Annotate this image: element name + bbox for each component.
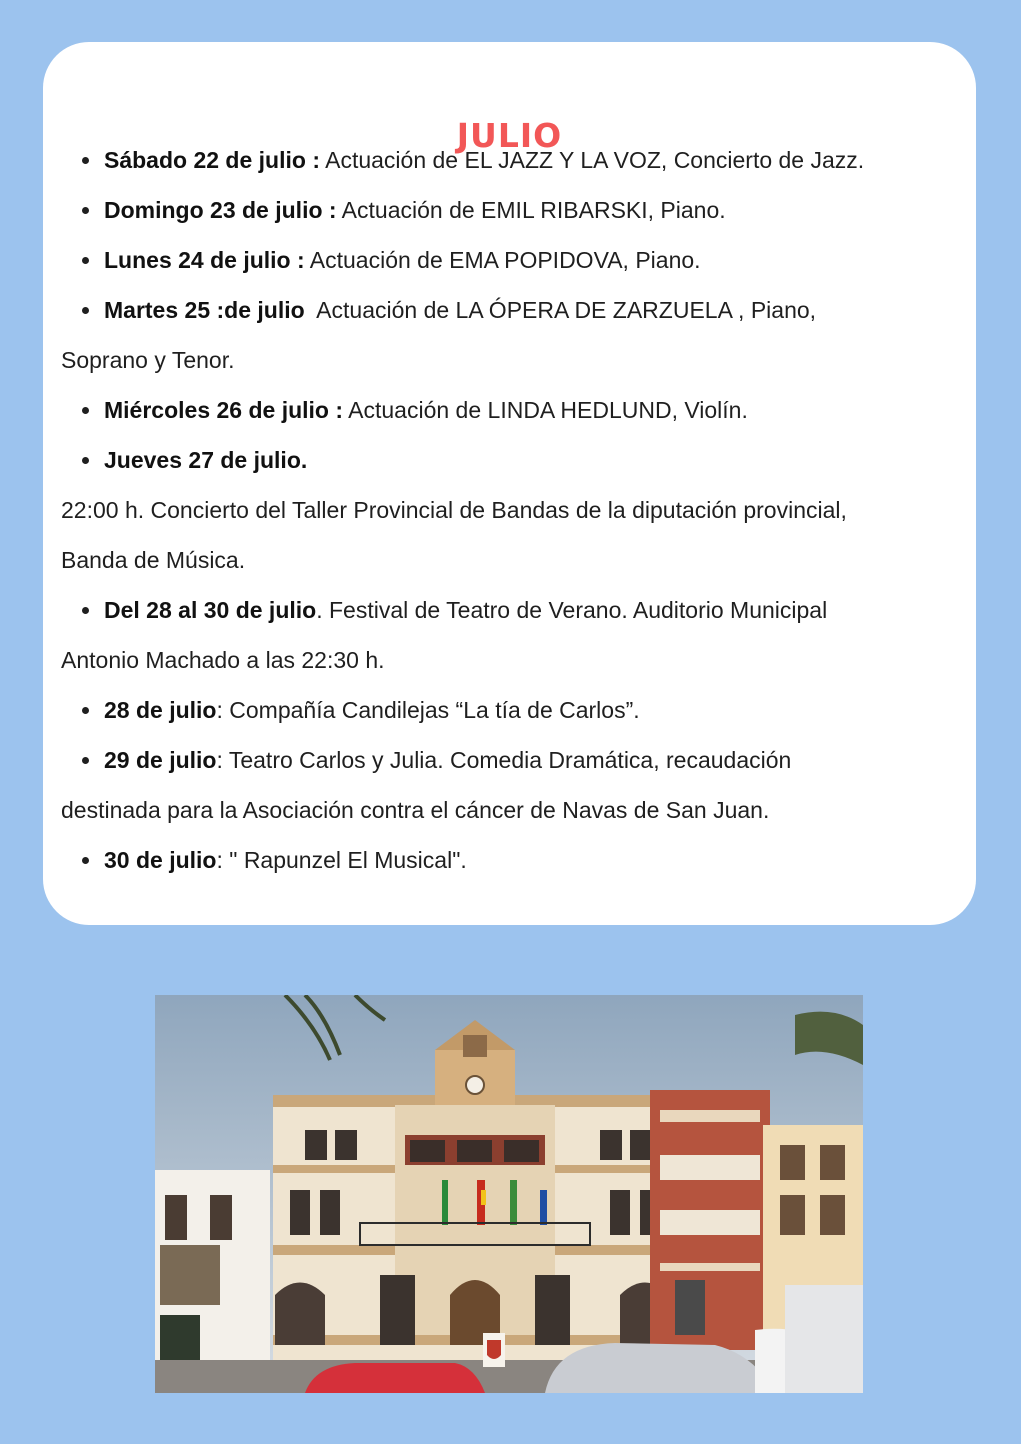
list-item [61,835,961,885]
event-list [61,135,961,885]
event-text: Actuación de LA ÓPERA DE ZARZUELA , Piano, [304,296,817,323]
event-date: Del 28 al 30 de julio [104,596,317,623]
list-item [61,235,961,285]
list-item [61,285,961,335]
bullet-icon [82,407,89,414]
event-text: : Compañía Candilejas “La tía de Carlos”. [216,696,640,723]
bullet-icon [82,257,89,264]
event-continuation: destinada para la Asociación contra el cáncer de Navas de San Juan. [61,796,770,823]
event-date: Martes 25 :de julio [104,296,305,323]
event-text: : " Rapunzel El Musical". [216,846,467,873]
bullet-icon [82,707,89,714]
event-date: Miércoles 26 de julio : [104,396,344,423]
event-date: 28 de julio [104,696,217,723]
event-date: 30 de julio [104,846,217,873]
bullet-icon [82,307,89,314]
bullet-icon [82,157,89,164]
bullet-icon [82,607,89,614]
event-date: 29 de julio [104,746,217,773]
list-item [61,385,961,435]
bullet-icon [82,857,89,864]
event-detail: Banda de Música. [61,546,246,573]
list-item [61,735,961,785]
event-continuation: Soprano y Tenor. [61,346,235,373]
event-text: Actuación de EMA POPIDOVA, Piano. [304,246,701,273]
list-item [61,685,961,735]
town-hall-photo [155,995,863,1393]
list-item [61,585,961,635]
bullet-icon [82,207,89,214]
event-date: Domingo 23 de julio : [104,196,337,223]
event-continuation: Antonio Machado a las 22:30 h. [61,646,385,673]
event-text: Actuación de EMIL RIBARSKI, Piano. [336,196,726,223]
event-detail: 22:00 h. Concierto del Taller Provincial de Bandas de la diputación provincial, [61,496,847,523]
list-item [61,185,961,235]
event-text: Actuación de EL JAZZ Y LA VOZ, Concierto de Jazz. [319,146,865,173]
event-text: : Teatro Carlos y Julia. Comedia Dramática, recaudación [216,746,792,773]
bullet-icon [82,757,89,764]
event-date: Sábado 22 de julio : [104,146,320,173]
list-item [61,435,961,485]
event-date: Jueves 27 de julio. [104,446,308,473]
month-title: JULIO [456,116,563,155]
event-text: . Festival de Teatro de Verano. Auditorio Municipal [316,596,828,623]
event-date: Lunes 24 de julio : [104,246,305,273]
event-text: Actuación de LINDA HEDLUND, Violín. [343,396,748,423]
bullet-icon [82,457,89,464]
list-item [61,135,961,185]
